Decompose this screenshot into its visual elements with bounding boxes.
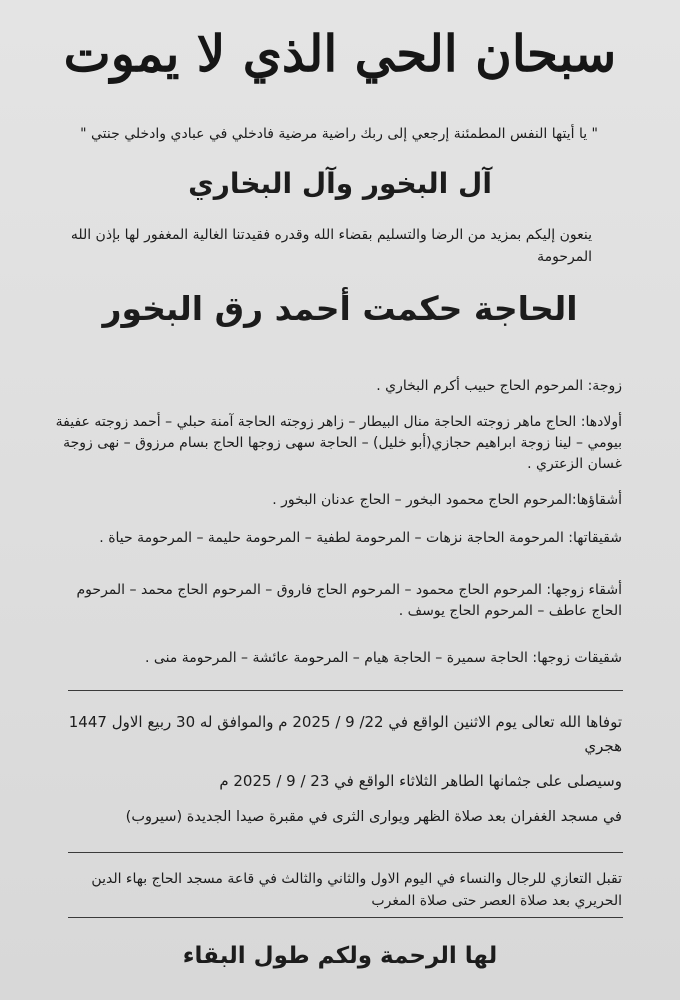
brothers-line: أشقاؤها:المرحوم الحاج محمود البخور – الحاج عدنان البخور . [272, 492, 622, 508]
closing-phrase: لها الرحمة ولكم طول البقاء [182, 943, 498, 969]
husband-sisters-line: شقيقات زوجها: الحاجة سميرة – الحاجة هيام – المرحومة عائشة – المرحومة منى . [145, 650, 622, 666]
deceased-name: الحاجة حكمت أحمد رق البخور [102, 289, 578, 328]
husband-brothers-line: أشقاء زوجها: المرحوم الحاج محمود – المرحوم الحاج فاروق – المرحوم الحاج محمد – المرحوم الحاج عاطف – المرحوم الحاج يوسف . [76, 582, 622, 619]
header-calligraphy: سبحان الحي الذي لا يموت [63, 24, 617, 83]
funeral-prayer: وسيصلى على جثمانها الطاهر الثلاثاء الواقع في 23 / 9 / 2025 م [219, 772, 622, 790]
divider [68, 690, 623, 691]
death-notice: توفاها الله تعالى يوم الاثنين الواقع في 22/ 9 / 2025 م والموافق له 30 ربيع الاول 1447 هجري [68, 713, 622, 755]
condolences-info: تقبل التعازي للرجال والنساء في اليوم الاول والثاني والثالث في قاعة مسجد الحاج بهاء الدين الحريري بعد صلاة العصر حتى صلاة المغرب [91, 871, 622, 909]
family-title: آل البخور وآل البخاري [188, 167, 492, 200]
announcement-text: ينعون إليكم بمزيد من الرضا والتسليم بقضاء الله وقدره فقيدتنا الغالية المغفور لها بإذن الله المرحومة [70, 227, 592, 265]
divider [68, 852, 623, 853]
sisters-line: شقيقاتها: المرحومة الحاجة نزهات – المرحومة لطفية – المرحومة حليمة – المرحومة حياة . [99, 530, 622, 546]
husband-line: زوجة: المرحوم الحاج حبيب أكرم البخاري . [376, 378, 622, 394]
quran-verse: " يا أيتها النفس المطمئنة إرجعي إلى ربك راضية مرضية فادخلي في عبادي وادخلي جنتي " [80, 126, 598, 142]
divider [68, 917, 623, 918]
burial-place: في مسجد الغفران بعد صلاة الظهر ويوارى الثرى في مقبرة صيدا الجديدة (سيروب) [125, 809, 622, 825]
children-line: أولادها: الحاج ماهر زوجته الحاجة منال البيطار – زاهر زوجته الحاجة آمنة حبلي – أحمد زوجته عفيفة بيومي – لينا زوجة ابراهيم حجازي(أبو خليل) – الحاجة سهى زوجها الحاج بسام مرزوق – نهى زوجة غسان الزعتري . [55, 414, 622, 472]
